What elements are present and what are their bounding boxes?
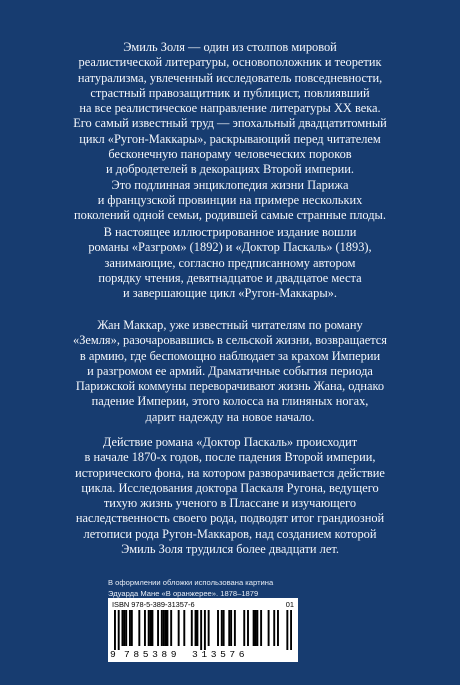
barcode-bar xyxy=(253,610,255,646)
annotation-paragraph-4 xyxy=(50,435,410,557)
barcode-bar xyxy=(150,610,152,646)
barcode-bar xyxy=(161,610,163,646)
text-line: Эмиль Золя — один из столпов мировой xyxy=(123,40,337,54)
text-line: летописи рода Ругон-Маккаров, над созданием которой xyxy=(83,526,377,541)
barcode-bar xyxy=(234,610,236,646)
annotation-paragraph-2 xyxy=(50,225,410,301)
ean-digits xyxy=(110,649,296,661)
text-line: тихую жизнь ученого в Плассане и изучающего xyxy=(103,496,357,511)
barcode-bar xyxy=(123,610,125,646)
barcode-bar xyxy=(255,610,257,646)
text-line: поколений одной семьи, родившей самые странные плоды. xyxy=(74,208,386,223)
text-line: Эмиль Золя трудился более двадцати лет. xyxy=(121,542,339,557)
barcode-bar xyxy=(144,610,146,646)
barcode-bar xyxy=(223,610,225,646)
barcode-bar xyxy=(247,610,249,646)
ean-digit-first: 9 xyxy=(110,649,116,660)
text-line: и добродетелей в декорациях Второй империи. xyxy=(106,162,354,177)
text-line: порядку чтения, девятнадцатое и двадцатое места xyxy=(98,270,362,285)
text-line: цикл «Ругон-Маккары», раскрывающий перед читателем xyxy=(79,131,381,146)
barcode-bar xyxy=(277,610,279,646)
text-line: бесконечную панораму человеческих пороков xyxy=(108,147,352,162)
barcode-bar xyxy=(121,610,123,646)
barcode-bar xyxy=(131,610,133,646)
isbn-row xyxy=(112,600,294,610)
barcode-bar xyxy=(217,610,219,646)
barcode-bar xyxy=(148,610,150,646)
barcode-bar xyxy=(243,610,245,646)
barcode-bar xyxy=(268,610,270,646)
barcode-bar xyxy=(196,610,198,646)
barcode-bar xyxy=(129,610,131,646)
credit-line: Эдуарда Мане «В оранжерее». 1878–1879 xyxy=(108,588,259,598)
text-line: цикла. Исследования доктора Паскаля Ругона, ведущего xyxy=(81,480,379,495)
barcode-bar xyxy=(125,610,127,646)
barcode-guard-bar xyxy=(286,610,288,650)
barcode-bar xyxy=(230,610,232,646)
credit-line: В оформлении обложки использована картина xyxy=(108,578,274,587)
barcode-bar xyxy=(138,610,140,646)
text-line: Парижской коммуны переворачивают жизнь Жана, однако xyxy=(75,379,385,394)
annotation-paragraph-1 xyxy=(50,40,410,224)
barcode-bar xyxy=(256,610,258,646)
barcode-guard-bar xyxy=(204,610,206,650)
barcode-bar xyxy=(157,610,159,646)
barcode-bar xyxy=(165,610,167,646)
barcode-bar xyxy=(191,610,193,646)
isbn-label: ISBN 978-5-389-31357-6 xyxy=(112,600,195,609)
ean-digits-left: 785389 xyxy=(124,649,181,660)
barcode-bar xyxy=(273,610,275,646)
text-line: Его самый известный труд — эпохальный двадцатитомный xyxy=(73,116,387,131)
barcode-guard-bar xyxy=(114,610,116,650)
text-line: натурализма, увлеченный исследователь повседневности, xyxy=(77,70,383,85)
ean-digits-right: 313576 xyxy=(192,649,249,660)
text-line: на все реалистическое направление литературы XX века. xyxy=(79,101,381,116)
text-line: и разгромом ее армий. Драматичные события периода xyxy=(87,363,373,378)
annotation-paragraph-3 xyxy=(50,318,410,425)
text-line: Жан Маккар, уже известный читателям по роману xyxy=(97,318,363,332)
text-line: «Земля», разочаровавшись в сельской жизни, возвращается xyxy=(73,333,387,348)
text-line: исторического фона, на котором разворачивается действие xyxy=(75,465,385,480)
barcode-guard-bar xyxy=(200,610,202,650)
text-line: страстный правозащитник и публицист, повлиявший xyxy=(90,85,370,100)
barcode-bar xyxy=(228,610,230,646)
barcode-bar xyxy=(208,610,210,646)
text-line: в начале 1870-х годов, после падения Второй империи, xyxy=(84,450,376,465)
text-line: и завершающие цикл «Ругон-Маккары». xyxy=(123,286,337,301)
text-line: падение Империи, этого колосса на глиняных ногах, xyxy=(91,394,369,409)
barcode-bars xyxy=(114,610,292,650)
isbn-barcode xyxy=(108,598,298,662)
barcode-bar xyxy=(151,610,153,646)
barcode-bar xyxy=(260,610,262,646)
text-line: Это подлинная энциклопедия жизни Парижа xyxy=(111,177,349,192)
barcode-bar xyxy=(163,610,165,646)
text-line: В настоящее иллюстрированное издание вошли xyxy=(103,225,357,239)
cover-art-credit xyxy=(108,578,348,599)
barcode-bar xyxy=(221,610,223,646)
text-line: дарит надежду на новое начало. xyxy=(145,409,315,424)
text-line: романы «Разгром» (1892) и «Доктор Паскаль» (1893), xyxy=(88,240,372,255)
text-line: реалистической литературы, основоположник и теоретик xyxy=(78,55,382,70)
barcode-bar xyxy=(170,610,172,646)
text-line: и французской провинции на примере нескольких xyxy=(97,192,363,207)
barcode-addon: 01 xyxy=(285,600,294,609)
barcode-bar xyxy=(195,610,197,646)
barcode-bar xyxy=(183,610,185,646)
text-line: в армию, где беспомощно наблюдает за крахом Империи xyxy=(79,348,381,363)
text-line: наследственность своего рода, подводят итог грандиозной xyxy=(75,511,385,526)
text-line: Действие романа «Доктор Паскаль» происходит xyxy=(102,435,358,449)
barcode-guard-bar xyxy=(290,610,292,650)
barcode-bar xyxy=(166,610,168,646)
barcode-bar xyxy=(178,610,180,646)
barcode-guard-bar xyxy=(118,610,120,650)
text-line: занимающие, согласно предписанному автором xyxy=(104,255,356,270)
